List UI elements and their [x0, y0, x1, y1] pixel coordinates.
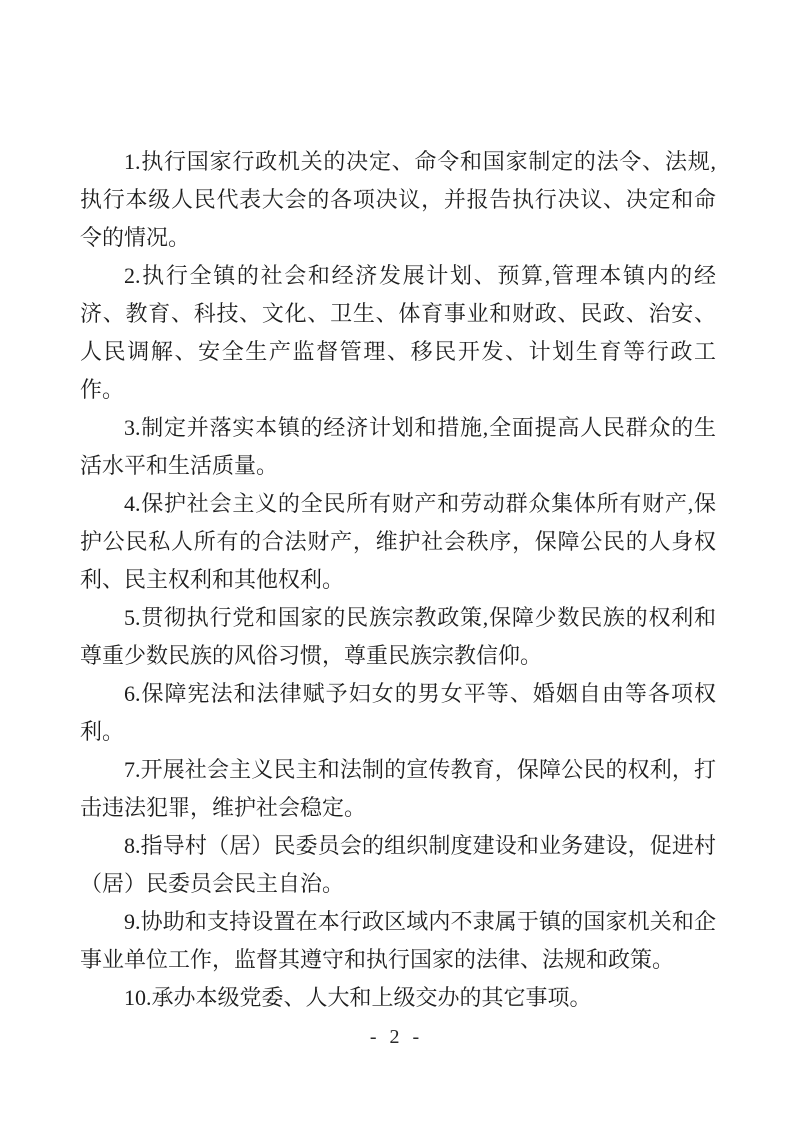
paragraph-4: 4.保护社会主义的全民所有财产和劳动群众集体所有财产,保护公民私人所有的合法财产，维护社会秩序，保障公民的人身权利、民主权利和其他权利。: [80, 491, 716, 592]
paragraph-3: 3.制定并落实本镇的经济计划和措施,全面提高人民群众的生活水平和生活质量。: [80, 415, 716, 478]
page-footer: [0, 1026, 793, 1049]
paragraph-9: 9.协助和支持设置在本行政区域内不隶属于镇的国家机关和企事业单位工作，监督其遵守和执行国家的法律、法规和政策。: [80, 909, 716, 972]
paragraph-2: 2.执行全镇的社会和经济发展计划、预算,管理本镇内的经济、教育、科技、文化、卫生、体育事业和财政、民政、治安、人民调解、安全生产监督管理、移民开发、计划生育等行政工作。: [80, 263, 716, 402]
paragraph-10: 10.承办本级党委、人大和上级交办的其它事项。: [124, 985, 592, 1010]
paragraph-5: 5.贯彻执行党和国家的民族宗教政策,保障少数民族的权利和尊重少数民族的风俗习惯，尊重民族宗教信仰。: [80, 605, 716, 668]
paragraph-1: 1.执行国家行政机关的决定、命令和国家制定的法令、法规,执行本级人民代表大会的各项决议，并报告执行决议、决定和命令的情况。: [80, 149, 716, 250]
page-number: - 2 -: [369, 1026, 424, 1048]
document-body: [80, 143, 716, 1017]
paragraph-7: 7.开展社会主义民主和法制的宣传教育，保障公民的权利，打击违法犯罪，维护社会稳定。: [80, 757, 716, 820]
paragraph-8: 8.指导村（居）民委员会的组织制度建设和业务建设，促进村（居）民委员会民主自治。: [80, 833, 716, 896]
paragraph-6: 6.保障宪法和法律赋予妇女的男女平等、婚姻自由等各项权利。: [80, 681, 716, 744]
